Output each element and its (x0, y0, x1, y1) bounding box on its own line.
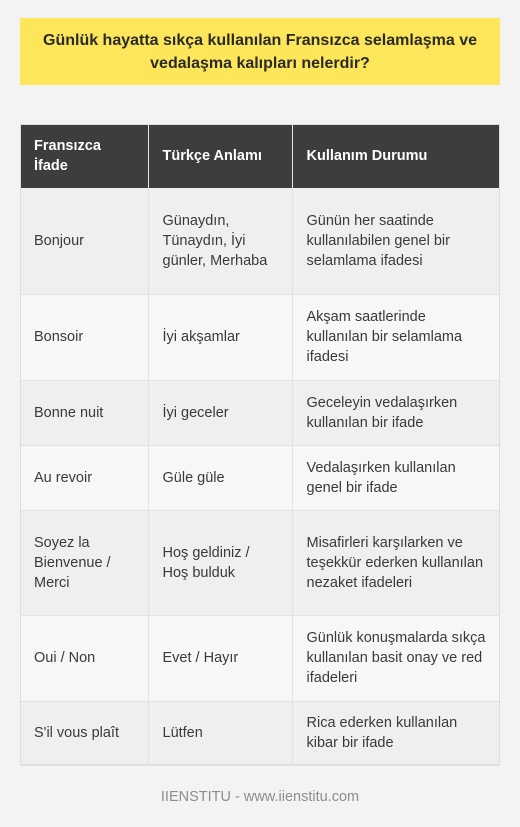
table-row (20, 188, 500, 294)
footer-credit: IIENSTITU - www.iienstitu.com (160, 789, 360, 805)
cell-turkish: Hoş geldiniz / Hoş bulduk (148, 510, 292, 615)
cell-turkish: Lütfen (148, 701, 292, 765)
table-row (20, 380, 500, 445)
header-turkish-meaning: Türkçe Anlamı (148, 124, 292, 188)
cell-usage: Akşam saatlerinde kullanılan bir selamlama ifadesi (292, 294, 500, 380)
cell-turkish: Evet / Hayır (148, 615, 292, 701)
cell-usage: Misafirleri karşılarken ve teşekkür ederken kullanılan nezaket ifadeleri (292, 510, 500, 615)
phrases-table (20, 124, 500, 766)
table-row (20, 294, 500, 380)
page-title: Günlük hayatta sıkça kullanılan Fransızca selamlaşma ve vedalaşma kalıpları nelerdir? (43, 31, 477, 72)
table-row (20, 510, 500, 615)
title-banner (20, 18, 500, 85)
table-header-row (20, 124, 500, 188)
cell-turkish: Günaydın, Tünaydın, İyi günler, Merhaba (148, 188, 292, 294)
cell-french: Bonsoir (20, 294, 148, 380)
cell-usage: Geceleyin vedalaşırken kullanılan bir ifade (292, 380, 500, 445)
table-row (20, 615, 500, 701)
cell-french: S'il vous plaît (20, 701, 148, 765)
cell-usage: Günün her saatinde kullanılabilen genel bir selamlama ifadesi (292, 188, 500, 294)
header-usage: Kullanım Durumu (292, 124, 500, 188)
cell-french: Oui / Non (20, 615, 148, 701)
header-french-phrase: Fransızca İfade (20, 124, 148, 188)
cell-french: Bonjour (20, 188, 148, 294)
cell-turkish: İyi akşamlar (148, 294, 292, 380)
cell-usage: Vedalaşırken kullanılan genel bir ifade (292, 445, 500, 510)
table-row (20, 701, 500, 765)
table-row (20, 445, 500, 510)
cell-french: Soyez la Bienvenue / Merci (20, 510, 148, 615)
cell-french: Bonne nuit (20, 380, 148, 445)
cell-french: Au revoir (20, 445, 148, 510)
cell-turkish: Güle güle (148, 445, 292, 510)
cell-turkish: İyi geceler (148, 380, 292, 445)
cell-usage: Rica ederken kullanılan kibar bir ifade (292, 701, 500, 765)
cell-usage: Günlük konuşmalarda sıkça kullanılan basit onay ve red ifadeleri (292, 615, 500, 701)
